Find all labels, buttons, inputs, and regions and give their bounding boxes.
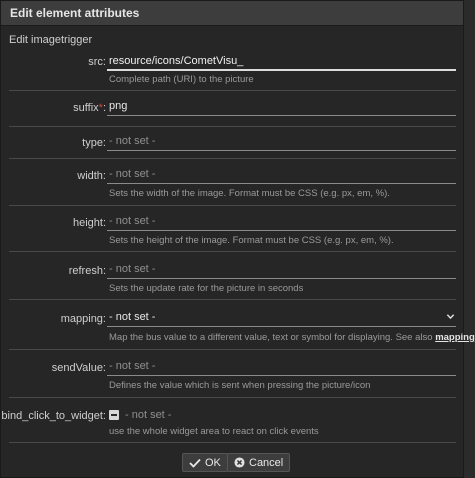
help-refresh: Sets the update rate for the picture in seconds (109, 283, 304, 294)
label-type: type: (82, 137, 106, 149)
label-sendValue: sendValue: (51, 362, 106, 374)
row-mapping (9, 300, 475, 350)
required-marker: * (98, 102, 103, 114)
help-height: Sets the height of the image. Format must be CSS (e.g. px, em, %). (109, 235, 394, 246)
height-input[interactable]: - not set - (107, 214, 456, 231)
help-sendValue: Defines the value which is sent when pressing the picture/icon (109, 380, 371, 391)
dialog-subtitle: Edit imagetrigger (9, 34, 93, 46)
suffix-input[interactable]: png (107, 99, 456, 116)
row-refresh (9, 252, 456, 300)
help-bind-click-to-widget: use the whole widget area to react on click events (109, 426, 319, 437)
mapping-link[interactable]: mapping (435, 332, 475, 343)
label-src: src: (88, 56, 106, 68)
help-mapping: Map the bus value to a different value, text or symbol for displaying. See also mapping (109, 332, 475, 343)
dialog-title: Edit element attributes (1, 1, 463, 26)
mapping-selected-value: - not set - (109, 311, 156, 323)
chevron-down-icon (446, 312, 455, 321)
row-width (9, 159, 456, 206)
help-width: Sets the width of the image. Format must be CSS (e.g. px, em, %). (109, 188, 390, 199)
row-sendValue (9, 350, 456, 398)
type-input[interactable]: - not set - (107, 134, 456, 151)
sendValue-input[interactable]: - not set - (107, 359, 456, 376)
label-height: height: (72, 217, 106, 229)
src-input[interactable]: resource/icons/CometVisu_ (107, 54, 456, 71)
check-icon (189, 458, 201, 468)
cancel-label: Cancel (249, 456, 284, 469)
mapping-select[interactable] (107, 310, 456, 327)
label-refresh: refresh: (68, 265, 106, 277)
cancel-circle-icon (234, 457, 245, 468)
bind-click-value: - not set - (125, 409, 172, 421)
cancel-button[interactable] (227, 453, 290, 472)
width-input[interactable]: - not set - (107, 167, 456, 184)
ok-button[interactable] (182, 453, 228, 472)
label-bind-click-to-widget: bind_click_to_widget: (1, 410, 106, 422)
ok-label: OK (205, 456, 221, 469)
row-bind-click-to-widget (1, 398, 456, 443)
row-type (9, 127, 456, 159)
label-mapping: mapping: (60, 313, 106, 325)
row-height (9, 206, 456, 252)
label-width: width: (77, 170, 106, 182)
help-src: Complete path (URI) to the picture (109, 74, 254, 85)
checkbox-indeterminate-icon[interactable] (109, 410, 119, 420)
row-suffix (9, 91, 456, 127)
refresh-input[interactable]: - not set - (107, 262, 456, 279)
row-src (9, 51, 456, 91)
label-suffix: suffix*: (73, 102, 106, 114)
